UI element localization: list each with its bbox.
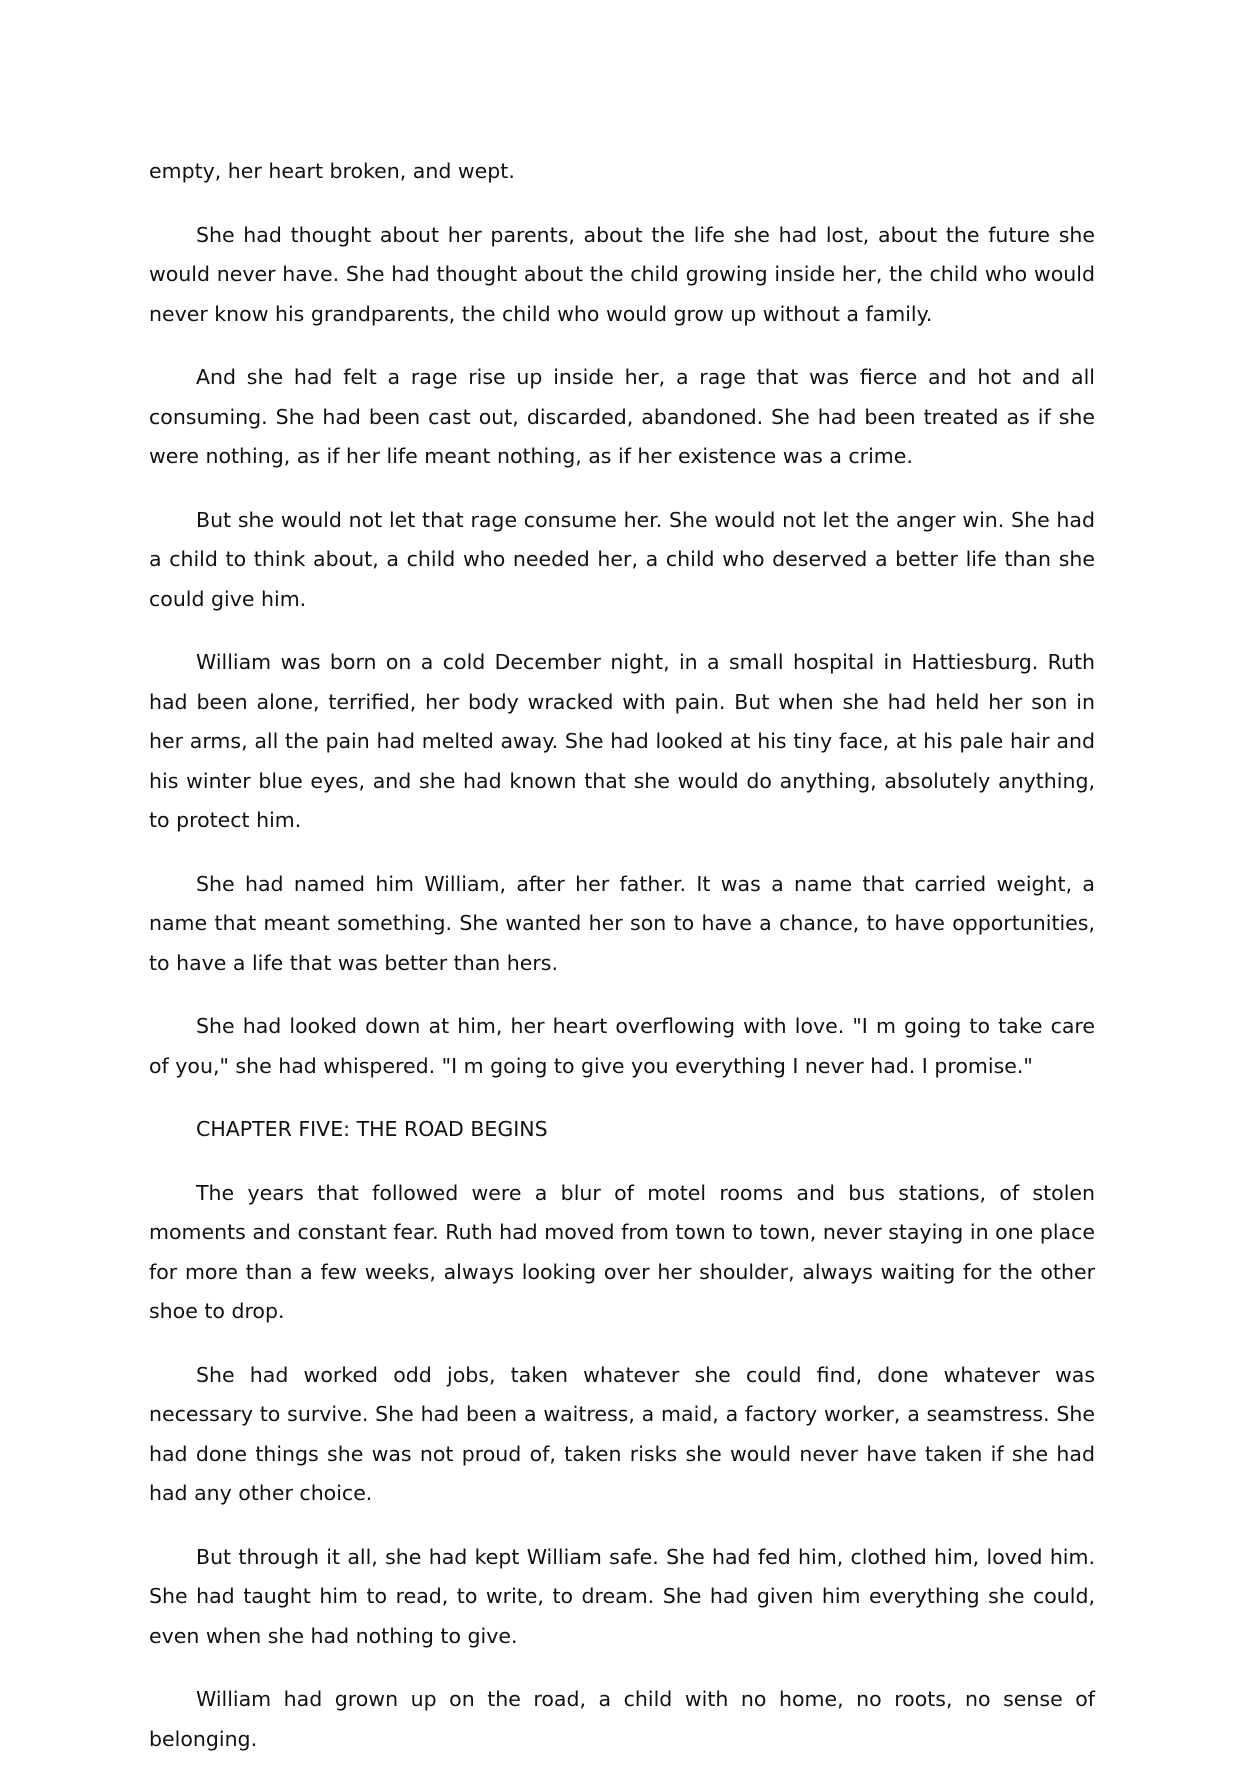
paragraph: She had named him William, after her father. It was a name that carried weight, a name that meant something. She wanted her son to have a chance, to have opportunities, to have a life that was better than hers. — [149, 871, 1095, 975]
paragraph-continuation: empty, her heart broken, and wept. — [149, 159, 515, 183]
body-text — [149, 152, 1095, 1783]
paragraph: The years that followed were a blur of motel rooms and bus stations, of stolen moments and constant fear. Ruth had moved from town to town, never staying in one place for more than a few weeks, always looking over her shoulder, always waiting for the other shoe to drop. — [149, 1180, 1095, 1323]
paragraph: And she had felt a rage rise up inside her, a rage that was fierce and hot and all consuming. She had been cast out, discarded, abandoned. She had been treated as if she were nothing, as if her life meant nothing, as if her existence was a crime. — [149, 365, 1095, 468]
paragraph: She had thought about her parents, about the life she had lost, about the future she would never have. She had thought about the child growing inside her, the child who would never know his grandparents, the child who would grow up without a family. — [149, 222, 1095, 326]
paragraph: But through it all, she had kept William safe. She had fed him, clothed him, loved him. She had taught him to read, to write, to dream. She had given him everything she could, even when she had nothing to give. — [149, 1544, 1095, 1648]
chapter-heading: CHAPTER FIVE: THE ROAD BEGINS — [196, 1117, 548, 1141]
paragraph: William was born on a cold December night, in a small hospital in Hattiesburg. Ruth had been alone, terrified, her body wracked with pain. But when she had held her son in her arms, all the pain had melted away. She had looked at his tiny face, at his pale hair and his winter blue eyes, and she had known that she would do anything, absolutely anything, to protect him. — [149, 650, 1095, 832]
paragraph: But she would not let that rage consume her. She would not let the anger win. She had a child to think about, a child who needed her, a child who deserved a better life than she could give him. — [149, 507, 1095, 611]
paragraph: She had looked down at him, her heart overflowing with love. "I m going to take care of you," she had whispered. "I m going to give you everything I never had. I promise." — [149, 1014, 1095, 1078]
paragraph: She had worked odd jobs, taken whatever she could find, done whatever was necessary to survive. She had been a waitress, a maid, a factory worker, a seamstress. She had done things she was not proud of, taken risks she would never have taken if she had had any other choice. — [149, 1362, 1095, 1505]
paragraph: William had grown up on the road, a child with no home, no roots, no sense of belonging. — [149, 1687, 1095, 1751]
